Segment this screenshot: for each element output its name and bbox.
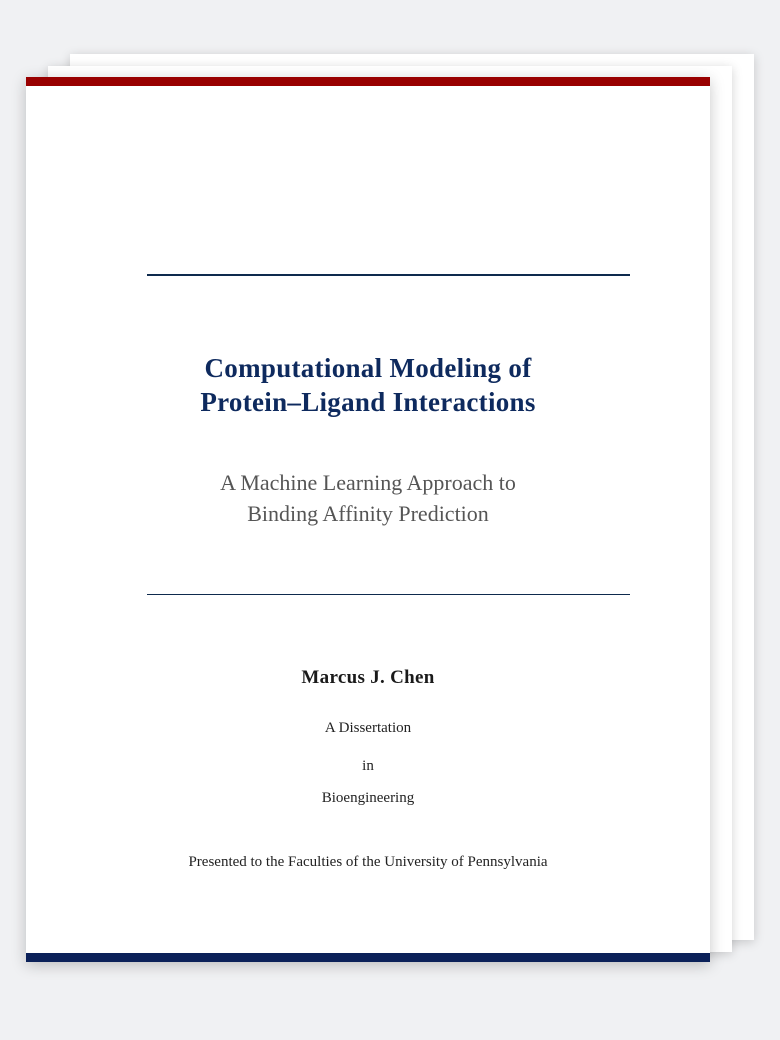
bottom-rule [147,594,630,595]
subtitle-line-2: Binding Affinity Prediction [247,501,489,526]
title-line-1: Computational Modeling of [204,353,532,383]
title-line-2: Protein–Ligand Interactions [200,387,536,417]
field-of-study: Bioengineering [321,790,415,806]
in-word: in [362,758,374,774]
title-page [26,77,710,962]
dissertation-subtitle [26,467,710,529]
top-accent-band [26,77,710,86]
degree-type: A Dissertation [324,720,412,736]
presented-statement: Presented to the Faculties of the University of Pennsylvania [188,854,548,870]
top-rule [147,274,630,276]
dissertation-title [26,351,710,419]
subtitle-line-1: A Machine Learning Approach to [220,470,516,495]
bottom-accent-band [26,953,710,962]
author-name: Marcus J. Chen [301,667,435,688]
